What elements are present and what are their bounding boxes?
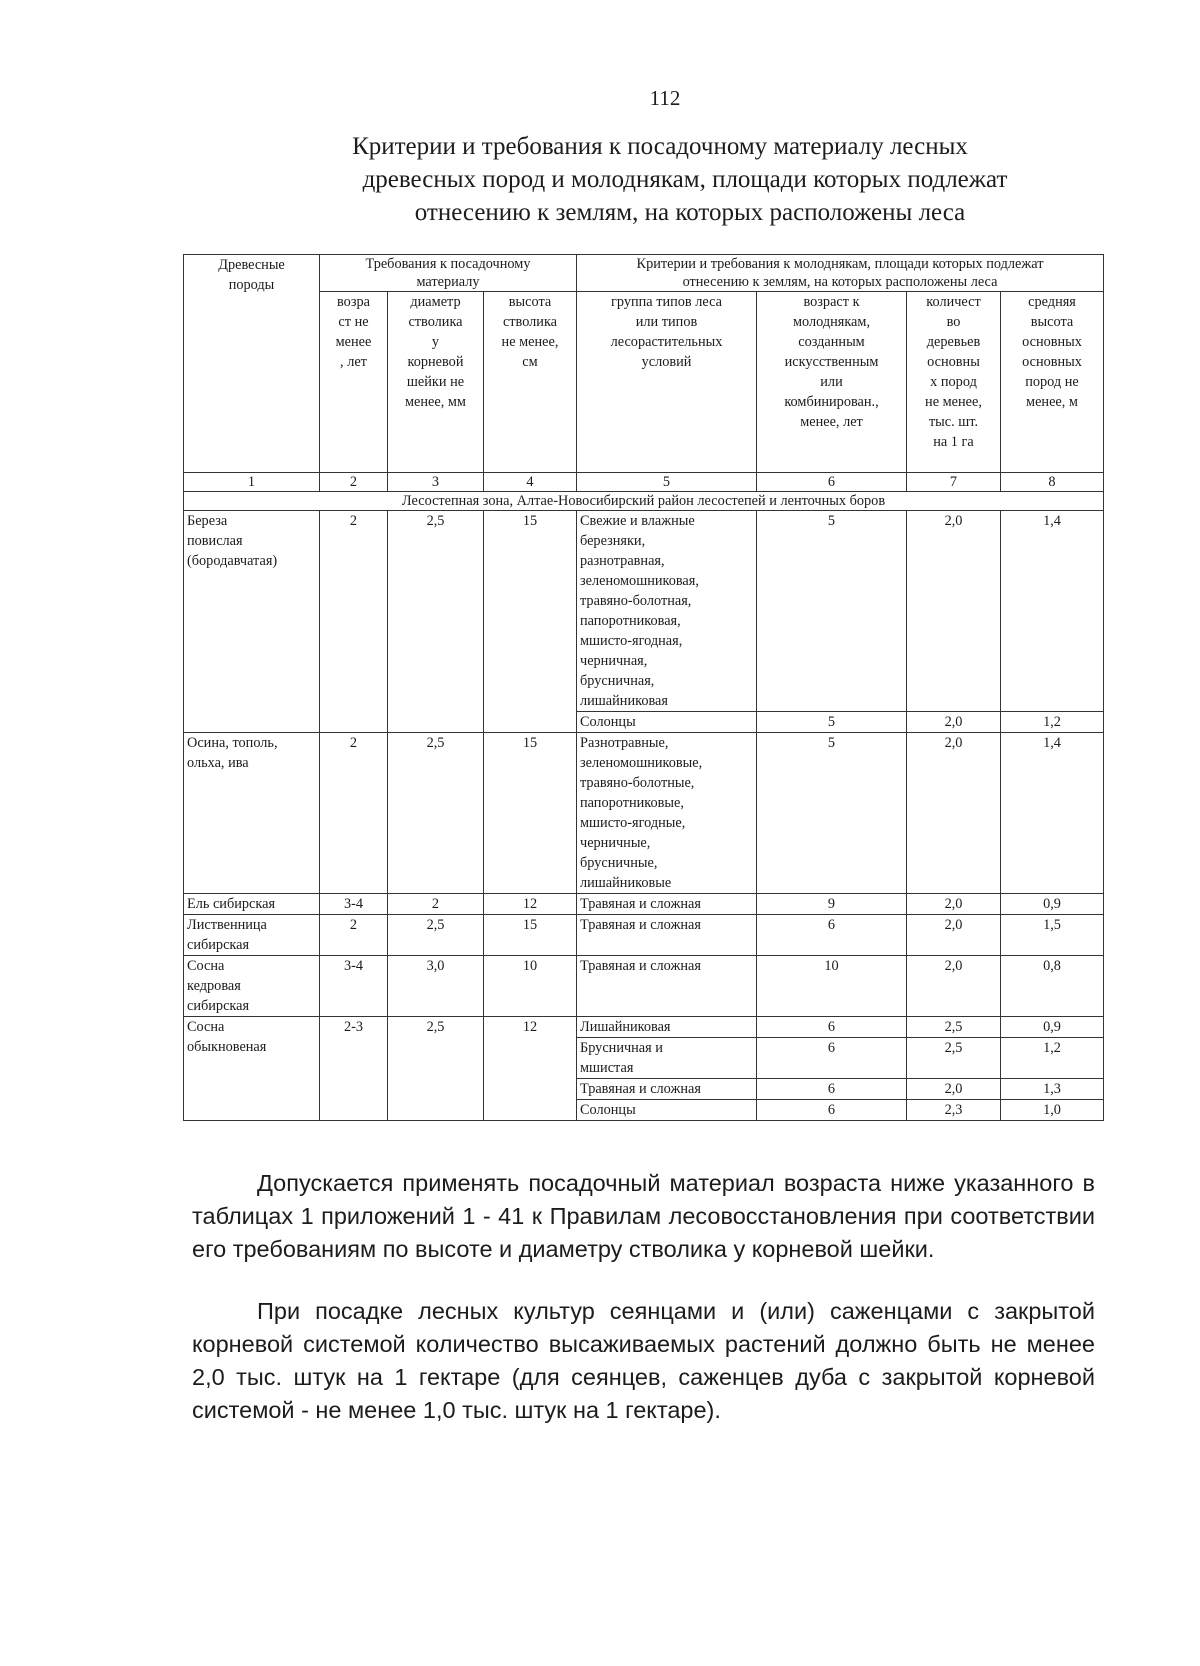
- stem-height-text: 12: [522, 896, 538, 912]
- tree-count: [907, 956, 1001, 1017]
- species-name-text: Осина, тополь, ольха, ива: [187, 735, 278, 771]
- stem-diameter: [388, 915, 484, 956]
- stem-diameter-text: 2,5: [426, 917, 445, 933]
- stem-height: [484, 733, 577, 894]
- column-number-row: [184, 473, 1104, 492]
- young-stand-age: [757, 956, 907, 1017]
- forest-type-text: Лишайниковая: [580, 1019, 671, 1035]
- stem-height: [484, 956, 577, 1017]
- forest-type: [577, 956, 757, 1017]
- header-diameter-label: диаметр стволика у корневой шейки не менее, мм: [405, 294, 466, 410]
- forest-type: [577, 733, 757, 894]
- seedling-age-text: 2: [349, 735, 358, 751]
- paragraph: Допускается применять посадочный материал возраста ниже указанного в таблицах 1 приложений 1 - 41 к Правилам лесовосстановления при соответствии его требованиям по высоте и диаметру стволика у корневой шейки.: [192, 1170, 1095, 1262]
- tree-count: [907, 1100, 1001, 1121]
- header-species: [184, 255, 320, 473]
- stem-diameter-text: 2,5: [426, 513, 445, 529]
- average-height: [1001, 733, 1104, 894]
- tree-count-text: 2,0: [944, 735, 963, 751]
- species-name-text: Сосна кедровая сибирская: [187, 958, 250, 1014]
- average-height-text: 1,2: [1043, 714, 1061, 730]
- stem-diameter: [388, 1017, 484, 1121]
- stem-diameter: [388, 733, 484, 894]
- tree-count: [907, 1017, 1001, 1038]
- column-number: 8: [1001, 473, 1104, 492]
- seedling-age: [320, 511, 388, 733]
- column-number: 1: [184, 473, 320, 492]
- average-height: [1001, 956, 1104, 1017]
- tree-count-text: 2,0: [944, 1081, 963, 1097]
- species-row: [184, 956, 1104, 1017]
- species-name: [184, 894, 320, 915]
- seedling-age-text: 3-4: [343, 896, 364, 912]
- young-stand-age-text: 6: [827, 1081, 836, 1097]
- species-row: [184, 915, 1104, 956]
- species-row: [184, 733, 1104, 894]
- young-stand-age-text: 6: [827, 1102, 836, 1118]
- forest-type-text: Травяная и сложная: [580, 958, 701, 974]
- forest-type-text: Травяная и сложная: [580, 1081, 701, 1097]
- column-number: 6: [757, 473, 907, 492]
- tree-count: [907, 1038, 1001, 1079]
- column-number: 3: [388, 473, 484, 492]
- species-name-text: Береза повислая (бородавчатая): [187, 513, 278, 569]
- young-stand-age: [757, 1079, 907, 1100]
- column-number: 5: [577, 473, 757, 492]
- forest-type: [577, 1038, 757, 1079]
- header-row: [184, 255, 1104, 292]
- document-title: [300, 130, 1060, 229]
- average-height-text: 1,3: [1043, 1081, 1061, 1097]
- zone-row: [184, 492, 1104, 511]
- forest-type-text: Разнотравные, зеленомошниковые, травяно-болотные, папоротниковые, мшисто-ягодные, черничные, брусничные, лишайниковые: [580, 735, 703, 891]
- seedling-age-text: 2: [349, 917, 358, 933]
- young-stand-age: [757, 1100, 907, 1121]
- stem-diameter: [388, 511, 484, 733]
- young-stand-age: [757, 915, 907, 956]
- average-height-text: 1,4: [1043, 513, 1061, 529]
- forest-type: [577, 1017, 757, 1038]
- species-name: [184, 956, 320, 1017]
- average-height-text: 0,9: [1043, 896, 1061, 912]
- stem-height-text: 10: [522, 958, 538, 974]
- column-number: 7: [907, 473, 1001, 492]
- tree-count-text: 2,0: [944, 917, 963, 933]
- stem-height: [484, 894, 577, 915]
- young-stand-age: [757, 733, 907, 894]
- forest-type: [577, 1100, 757, 1121]
- stem-height-text: 15: [522, 917, 538, 933]
- stem-height-text: 12: [522, 1019, 538, 1035]
- tree-count: [907, 511, 1001, 712]
- paragraph: При посадке лесных культур сеянцами и (или) саженцами с закрытой корневой системой количество высаживаемых растений должно быть не менее 2,0 тыс. штук на 1 гектаре (для сеянцев, саженцев дуба с закрытой корневой системой - не менее 1,0 тыс. штук на 1 гектаре).: [192, 1298, 1095, 1423]
- stem-diameter: [388, 956, 484, 1017]
- young-stand-age: [757, 511, 907, 712]
- header-diameter: [388, 292, 484, 473]
- tree-count-text: 2,5: [944, 1040, 963, 1056]
- header-tree-count: [907, 292, 1001, 473]
- young-stand-age: [757, 1038, 907, 1079]
- forest-type: [577, 894, 757, 915]
- young-stand-age-text: 9: [827, 896, 836, 912]
- column-number: 2: [320, 473, 388, 492]
- forest-type-text: Солонцы: [580, 1102, 636, 1118]
- young-stand-age-text: 5: [827, 714, 836, 730]
- average-height-text: 1,4: [1043, 735, 1061, 751]
- species-name: [184, 733, 320, 894]
- tree-count: [907, 915, 1001, 956]
- average-height-text: 0,9: [1043, 1019, 1061, 1035]
- species-row: [184, 894, 1104, 915]
- forest-type: [577, 511, 757, 712]
- species-name-text: Ель сибирская: [187, 896, 276, 912]
- seedling-age: [320, 1017, 388, 1121]
- seedling-age: [320, 894, 388, 915]
- seedling-age: [320, 733, 388, 894]
- average-height: [1001, 1079, 1104, 1100]
- tree-count-text: 2,0: [944, 714, 963, 730]
- header-forest-type: [577, 292, 757, 473]
- stem-height-text: 15: [522, 735, 538, 751]
- title-line: отнесению к землям, на которых расположены леса: [414, 199, 966, 226]
- forest-type: [577, 1079, 757, 1100]
- criteria-table: [183, 254, 1104, 1121]
- title-line: древесных пород и молоднякам, площади которых подлежат: [362, 166, 1008, 193]
- average-height-text: 0,8: [1043, 958, 1061, 974]
- average-height-text: 1,0: [1043, 1102, 1061, 1118]
- stem-diameter-text: 2,5: [426, 735, 445, 751]
- seedling-age-text: 3-4: [343, 958, 364, 974]
- header-avg-height-label: средняя высота основных основных пород не менее, м: [1022, 294, 1082, 410]
- young-stand-age-text: 5: [827, 735, 836, 751]
- header-planting-material: [320, 255, 577, 292]
- forest-type-text: Брусничная и мшистая: [580, 1040, 663, 1076]
- seedling-age-text: 2: [349, 513, 358, 529]
- young-stand-age-text: 6: [827, 1040, 836, 1056]
- tree-count-text: 2,5: [944, 1019, 963, 1035]
- forest-type-text: Солонцы: [580, 714, 636, 730]
- species-name: [184, 915, 320, 956]
- header-subrow: [184, 292, 1104, 473]
- header-avg-height: [1001, 292, 1104, 473]
- average-height: [1001, 1100, 1104, 1121]
- tree-count-text: 2,0: [944, 896, 963, 912]
- average-height: [1001, 712, 1104, 733]
- column-number: 4: [484, 473, 577, 492]
- forest-type-text: Травяная и сложная: [580, 896, 701, 912]
- average-height: [1001, 1017, 1104, 1038]
- stem-height-text: 15: [522, 513, 538, 529]
- header-tree-count-label: количест во деревьев основны х пород не менее, тыс. шт. на 1 га: [925, 294, 982, 450]
- header-age: [320, 292, 388, 473]
- stem-height: [484, 915, 577, 956]
- average-height: [1001, 894, 1104, 915]
- young-stand-age-text: 5: [827, 513, 836, 529]
- forest-type: [577, 915, 757, 956]
- seedling-age: [320, 915, 388, 956]
- tree-count: [907, 894, 1001, 915]
- tree-count-text: 2,0: [944, 958, 963, 974]
- header-young-age: [757, 292, 907, 473]
- stem-height: [484, 1017, 577, 1121]
- header-height-label: высота стволика не менее, см: [501, 294, 559, 370]
- header-young-stands-label: Критерии и требования к молоднякам, площади которых подлежат отнесению к землям, на которых расположены леса: [636, 256, 1044, 290]
- young-stand-age-text: 10: [824, 958, 839, 974]
- young-stand-age: [757, 1017, 907, 1038]
- species-name-text: Лиственница сибирская: [187, 917, 267, 953]
- tree-count: [907, 1079, 1001, 1100]
- seedling-age: [320, 956, 388, 1017]
- stem-diameter-text: 2: [431, 896, 440, 912]
- forest-type-text: Свежие и влажные березняки, разнотравная, зеленомошниковая, травяно-болотная, папоротниковая, мшисто-ягодная, черничная, брусничная, лишайниковая: [580, 513, 699, 709]
- forest-type: [577, 712, 757, 733]
- species-name: [184, 511, 320, 733]
- header-species-label: Древесные породы: [218, 257, 285, 293]
- young-stand-age-text: 6: [827, 917, 836, 933]
- stem-height: [484, 511, 577, 733]
- header-forest-type-label: группа типов леса или типов лесорастительных условий: [610, 294, 723, 370]
- tree-count-text: 2,3: [944, 1102, 963, 1118]
- tree-count: [907, 733, 1001, 894]
- average-height-text: 1,5: [1043, 917, 1061, 933]
- header-age-label: возра ст не менее , лет: [335, 294, 372, 370]
- title-line: Критерии и требования к посадочному материалу лесных: [352, 133, 968, 160]
- tree-count: [907, 712, 1001, 733]
- header-height: [484, 292, 577, 473]
- seedling-age-text: 2-3: [343, 1019, 364, 1035]
- species-name: [184, 1017, 320, 1121]
- average-height: [1001, 511, 1104, 712]
- zone-label: Лесостепная зона, Алтае-Новосибирский район лесостепей и ленточных боров: [184, 492, 1104, 511]
- tree-count-text: 2,0: [944, 513, 963, 529]
- young-stand-age-text: 6: [827, 1019, 836, 1035]
- average-height-text: 1,2: [1043, 1040, 1061, 1056]
- header-planting-material-label: Требования к посадочному материалу: [365, 256, 531, 290]
- header-young-age-label: возраст к молоднякам, созданным искусственным или комбинирован., менее, лет: [784, 294, 879, 430]
- stem-diameter-text: 2,5: [426, 1019, 445, 1035]
- young-stand-age: [757, 894, 907, 915]
- average-height: [1001, 1038, 1104, 1079]
- average-height: [1001, 915, 1104, 956]
- species-row: [184, 511, 1104, 712]
- species-row: [184, 1017, 1104, 1038]
- forest-type-text: Травяная и сложная: [580, 917, 701, 933]
- species-name-text: Сосна обыкновеная: [187, 1019, 267, 1055]
- page-number: 112: [649, 86, 681, 110]
- stem-diameter-text: 3,0: [426, 958, 445, 974]
- young-stand-age: [757, 712, 907, 733]
- header-young-stands: [577, 255, 1104, 292]
- stem-diameter: [388, 894, 484, 915]
